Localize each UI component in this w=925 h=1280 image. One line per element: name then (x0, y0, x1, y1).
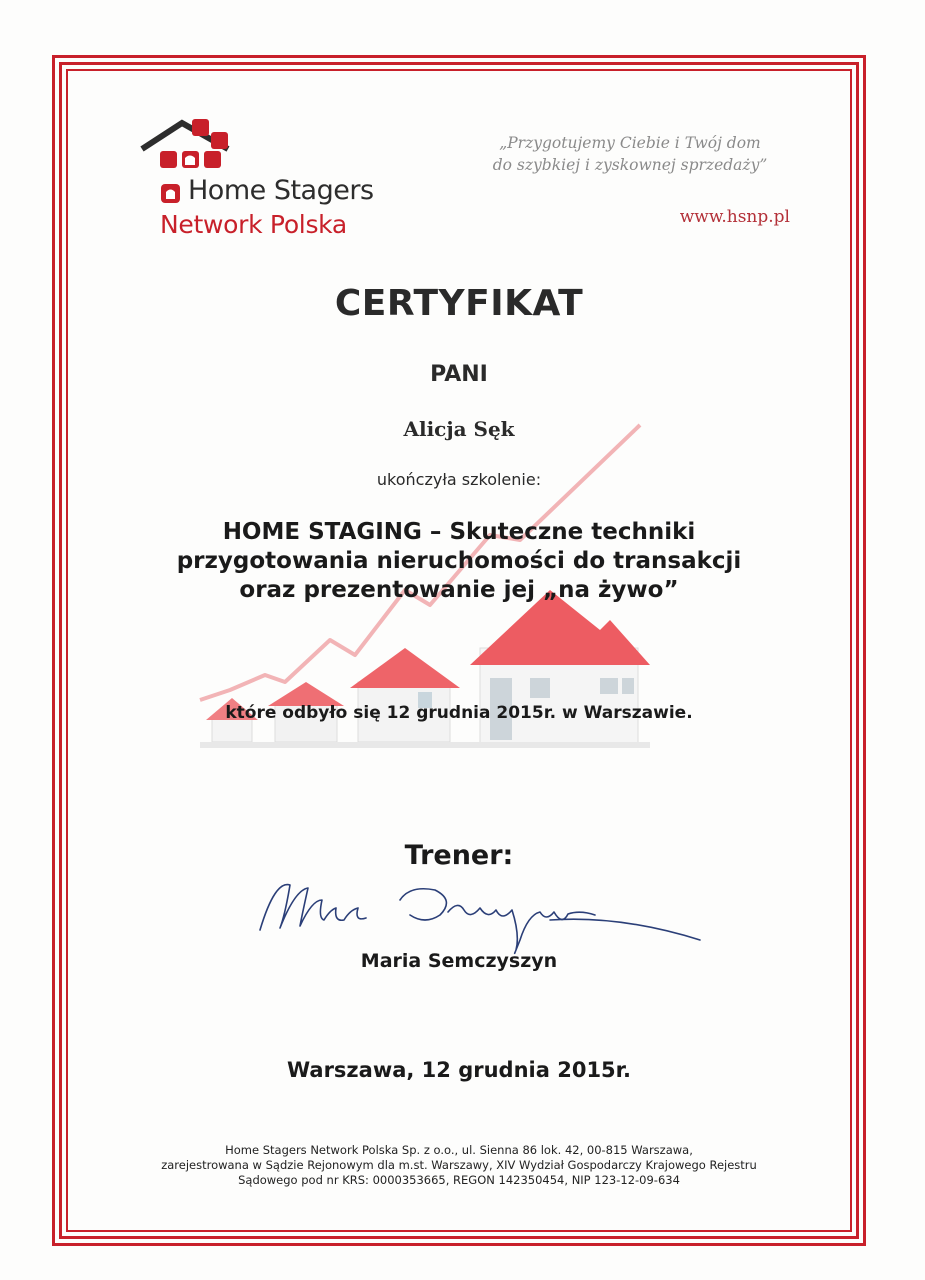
footer-line-2: zarejestrowana w Sądzie Rejonowym dla m.st. Warszawy, XIV Wydział Gospodarczy Krajowego Rejestru (161, 1158, 757, 1172)
place-and-date: Warszawa, 12 grudnia 2015r. (286, 1058, 632, 1082)
tagline-line-2: do szybkiej i zyskownej sprzedaży” (492, 156, 768, 174)
course-line-1: HOME STAGING – Skuteczne techniki (222, 519, 696, 545)
course-line-3: oraz prezentowanie jej „na żywo” (239, 577, 679, 603)
website-url: www.hsnp.pl (679, 207, 790, 227)
tagline-line-1: „Przygotujemy Ciebie i Twój dom (499, 134, 761, 152)
held-text: które odbyło się 12 grudnia 2015r. w Warszawie. (225, 703, 693, 723)
logo-line-2: Network Polska (160, 210, 347, 239)
house-roof-logo-icon (138, 115, 248, 177)
course-line-2: przygotowania nieruchomości do transakcji (176, 548, 742, 574)
company-logo (138, 115, 374, 245)
completed-text: ukończyła szkolenie: (376, 470, 542, 489)
salutation: PANI (430, 362, 488, 387)
logo-line-1: Home Stagers (188, 175, 374, 206)
footer-line-3: Sądowego pod nr KRS: 0000353665, REGON 142350454, NIP 123-12-09-634 (238, 1173, 680, 1187)
trainer-name: Maria Semczyszyn (360, 950, 558, 972)
course-title (66, 518, 852, 605)
trainer-label: Trener: (404, 840, 514, 871)
footer-line-1: Home Stagers Network Polska Sp. z o.o., ul. Sienna 86 lok. 42, 00-815 Warszawa, (225, 1143, 693, 1157)
recipient-name: Alicja Sęk (403, 417, 515, 441)
certificate-title: CERTYFIKAT (334, 283, 584, 324)
company-footer (66, 1143, 852, 1188)
tagline (470, 132, 790, 176)
